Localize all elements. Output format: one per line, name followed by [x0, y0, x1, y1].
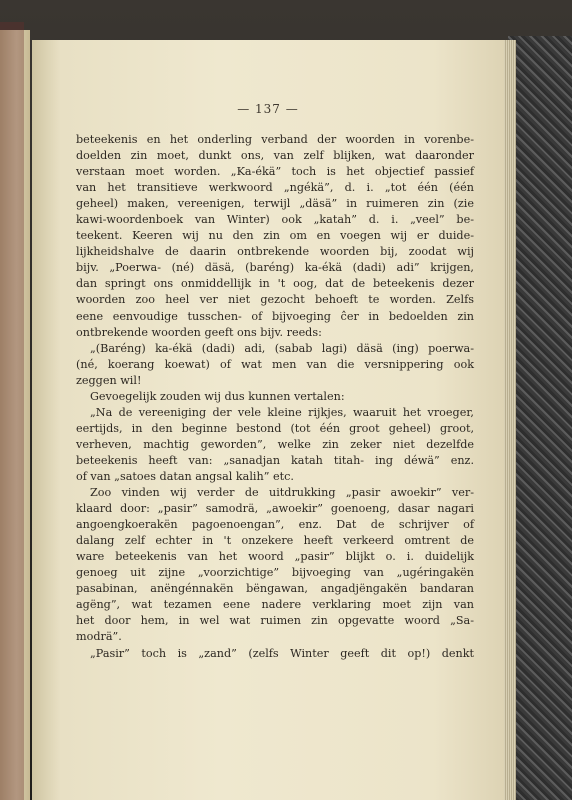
- text-line: klaard door: „pasir” samodrä, „awoekir” goenoeng, dasar nagari: [76, 502, 474, 516]
- text-line: woorden zoo heel ver niet gezocht behoeft te worden. Zelfs: [76, 293, 474, 307]
- text-line: Gevoegelijk zouden wij dus kunnen vertalen:: [90, 389, 345, 403]
- text-line: eene eenvoudige tusschen- of bijvoeging ĉer in bedoelden zin: [76, 309, 474, 323]
- text-line: ontbrekende woorden geeft ons bijv. reeds:: [76, 325, 322, 339]
- text-line: beteekenis en het onderling verband der woorden in vorenbe-: [76, 133, 474, 146]
- text-line: dalang zelf echter in 't onzekere heeft verkeerd omtrent de: [76, 534, 474, 548]
- text-line: ware beteekenis van het woord „pasir” blijkt o. i. duidelijk: [76, 550, 474, 564]
- text-line: doelden zin moet, dunkt ons, van zelf blijken, wat daaronder: [76, 149, 474, 163]
- text-line: zeggen wil!: [76, 373, 142, 387]
- text-line: van het transitieve werkwoord „ngékä”, d. i. „tot één (één: [76, 181, 474, 195]
- text-line: verstaan moet worden. „Ka-ékä” toch is het objectief passief: [76, 165, 474, 179]
- text-line: agëng”, wat tezamen eene nadere verklaring moet zijn van: [76, 598, 474, 612]
- text-line: pasabinan, anëngénnakën bëngawan, angadjëngakën bandaran: [76, 582, 474, 596]
- text-line: verheven, machtig geworden”, welke zin zeker niet dezelfde: [76, 437, 474, 451]
- text-line: modrä”.: [76, 630, 122, 644]
- text-line: lijkheidshalve de daarin ontbrekende woorden bij, zoodat wij: [76, 245, 474, 259]
- text-line: het door hem, in wel wat ruimen zin opgevatte woord „Sa-: [76, 614, 474, 628]
- text-line: „Pasir” toch is „zand” (zelfs Winter geeft dit op!) denkt: [90, 646, 474, 660]
- text-line: eertijds, in den beginne bestond (tot één groot geheel) groot,: [76, 421, 474, 435]
- marbled-book-cover: [508, 36, 572, 800]
- text-line: „Na de vereeniging der vele kleine rijkjes, waaruit het vroeger,: [90, 405, 474, 419]
- left-cover-shadow: [0, 22, 24, 800]
- page-number: — 137 —: [237, 102, 299, 116]
- text-line: genoeg uit zijne „voorzichtige” bijvoeging van „ugéringakën: [76, 566, 474, 580]
- text-line: (né, koerang koewat) of wat men van die versnippering ook: [76, 357, 474, 371]
- book-page: [32, 40, 504, 800]
- text-line: dan springt ons onmiddellijk in 't oog, dat de beteekenis dezer: [76, 277, 474, 291]
- text-line: of van „satoes datan angsal kalih” etc.: [76, 469, 294, 483]
- text-line: Zoo vinden wij verder de uitdrukking „pasir awoekir” ver-: [90, 486, 474, 500]
- text-line: angoengkoerakën pagoenoengan”, enz. Dat de schrijver of: [76, 518, 474, 532]
- body-text: [76, 132, 474, 662]
- text-line: „(Baréng) ka-ékä (dadi) adi, (sabab lagi) däsä (ing) poerwa-: [90, 341, 474, 355]
- text-line: beteekenis heeft van: „sanadjan katah titah- ing déwä” enz.: [76, 453, 474, 467]
- text-line: kawi-woordenboek van Winter) ook „katah” d. i. „veel” be-: [76, 213, 474, 227]
- text-line: teekent. Keeren wij nu den zin om en voegen wij er duide-: [76, 229, 474, 243]
- text-line: geheel) maken, vereenigen, terwijl „däsä” in ruimeren zin (zie: [76, 197, 474, 211]
- text-line: bijv. „Poerwa- (né) däsä, (baréng) ka-ékä (dadi) adi” krijgen,: [76, 261, 474, 275]
